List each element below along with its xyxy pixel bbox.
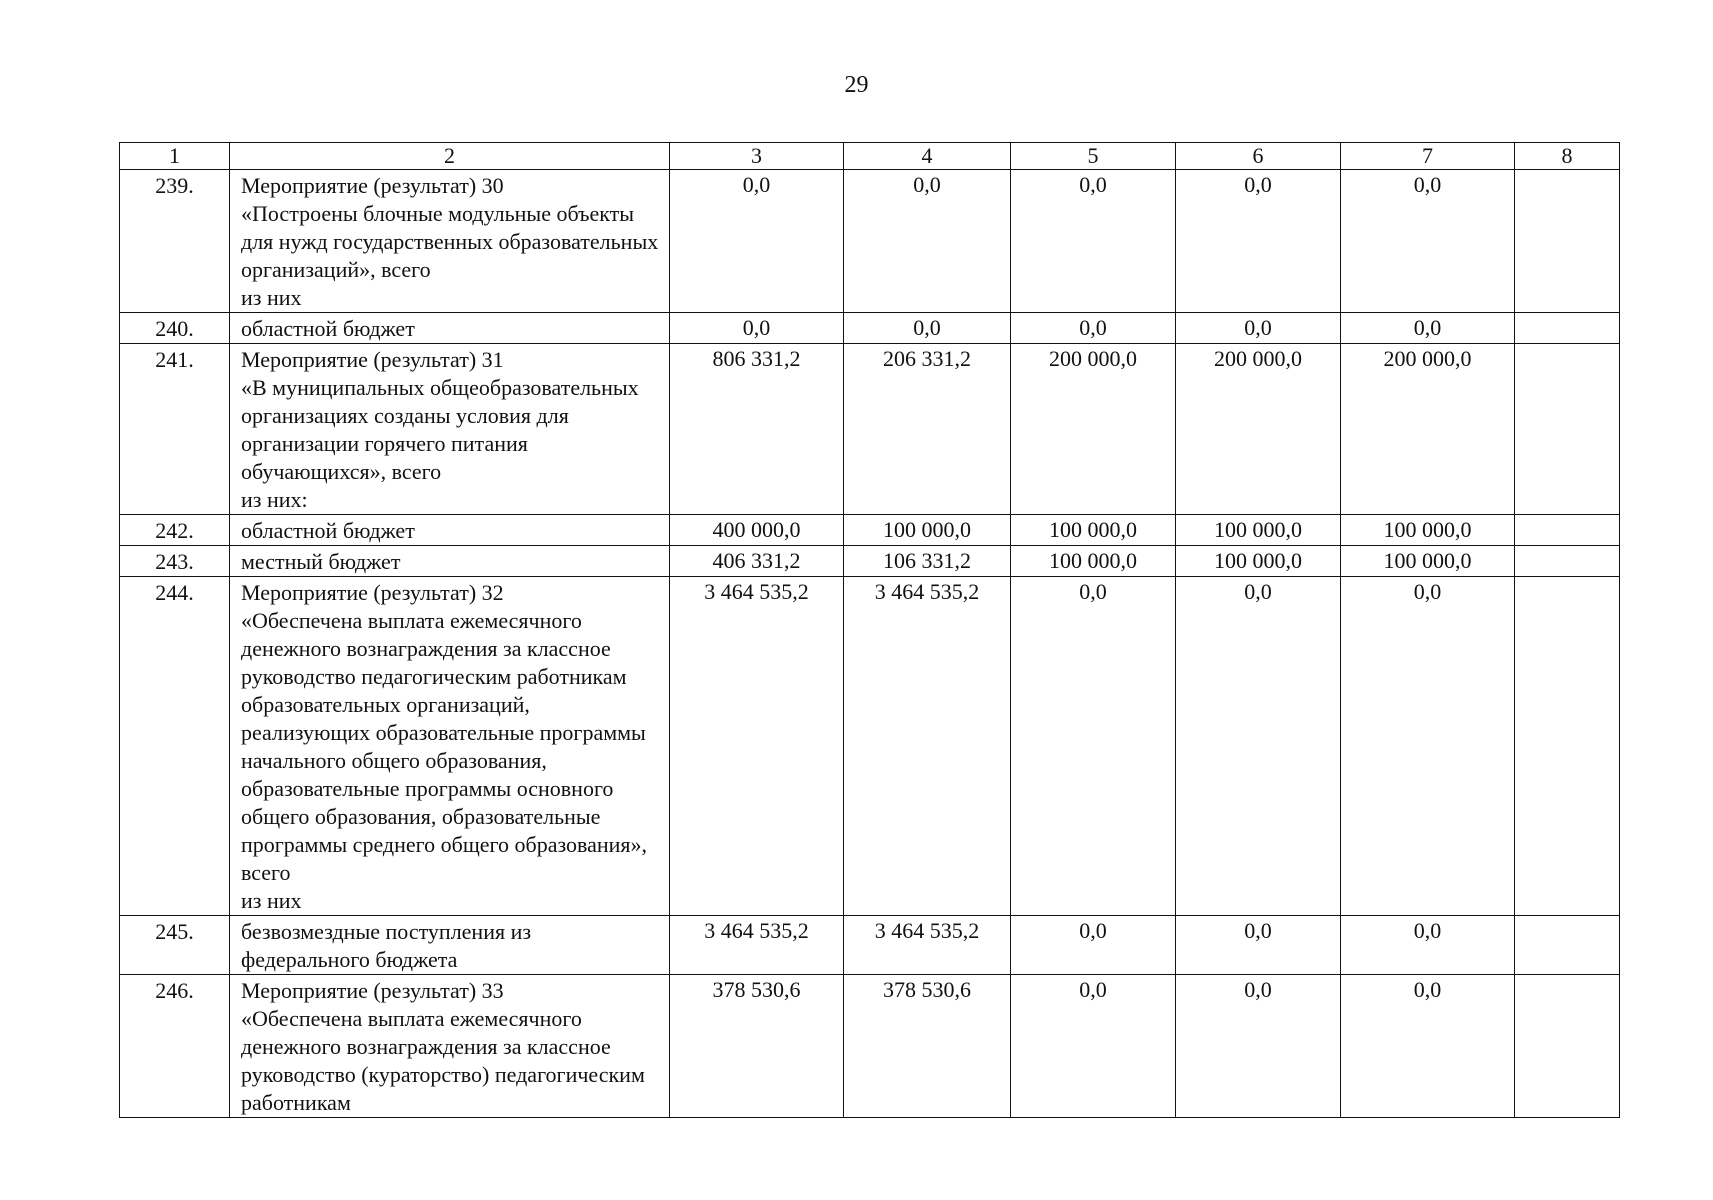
measure-name-cell: безвозмездные поступления из федерального бюджета [230, 916, 670, 975]
row-number-cell: 243. [120, 546, 230, 577]
table-row [120, 916, 1620, 975]
value-cell-7: 100 000,0 [1341, 546, 1515, 577]
measure-name-cell: Мероприятие (результат) 32 «Обеспечена выплата ежемесячного денежного вознаграждения за классное руководство педагогическим работникам образовательных организаций, реализующих образовательные программы начального общего образования, образовательные программы основного общего образования, образовательные программы среднего общего образования», всего из них [230, 577, 670, 916]
value-cell-7: 0,0 [1341, 577, 1515, 916]
value-cell-5: 0,0 [1011, 916, 1176, 975]
column-header: 4 [844, 143, 1011, 170]
value-cell-4: 0,0 [844, 313, 1011, 344]
value-cell-4: 378 530,6 [844, 975, 1011, 1118]
value-cell-7: 0,0 [1341, 313, 1515, 344]
value-cell-6: 200 000,0 [1176, 344, 1341, 515]
value-cell-6: 0,0 [1176, 577, 1341, 916]
value-cell-3: 0,0 [670, 170, 844, 313]
value-cell-3: 0,0 [670, 313, 844, 344]
measure-name-cell: Мероприятие (результат) 31 «В муниципальных общеобразовательных организациях созданы условия для организации горячего питания обучающихся», всего из них: [230, 344, 670, 515]
value-cell-6: 0,0 [1176, 975, 1341, 1118]
column-header: 7 [1341, 143, 1515, 170]
value-cell-6: 0,0 [1176, 170, 1341, 313]
value-cell-5: 0,0 [1011, 975, 1176, 1118]
value-cell-4: 106 331,2 [844, 546, 1011, 577]
value-cell-5: 0,0 [1011, 577, 1176, 916]
value-cell-8 [1515, 546, 1620, 577]
value-cell-5: 100 000,0 [1011, 515, 1176, 546]
value-cell-7: 0,0 [1341, 975, 1515, 1118]
value-cell-3: 400 000,0 [670, 515, 844, 546]
measure-name-cell: Мероприятие (результат) 33 «Обеспечена выплата ежемесячного денежного вознаграждения за классное руководство (кураторство) педагогическим работникам [230, 975, 670, 1118]
value-cell-8 [1515, 515, 1620, 546]
row-number-cell: 241. [120, 344, 230, 515]
column-header: 3 [670, 143, 844, 170]
table-row [120, 546, 1620, 577]
table-header-row [120, 143, 1620, 170]
row-number-cell: 240. [120, 313, 230, 344]
value-cell-6: 0,0 [1176, 916, 1341, 975]
value-cell-7: 100 000,0 [1341, 515, 1515, 546]
value-cell-5: 0,0 [1011, 170, 1176, 313]
value-cell-3: 3 464 535,2 [670, 916, 844, 975]
table-row [120, 515, 1620, 546]
column-header: 8 [1515, 143, 1620, 170]
value-cell-6: 100 000,0 [1176, 515, 1341, 546]
value-cell-4: 3 464 535,2 [844, 916, 1011, 975]
column-header: 2 [230, 143, 670, 170]
value-cell-4: 3 464 535,2 [844, 577, 1011, 916]
table-row [120, 170, 1620, 313]
value-cell-4: 100 000,0 [844, 515, 1011, 546]
measure-name-cell: Мероприятие (результат) 30 «Построены блочные модульные объекты для нужд государственных образовательных организаций», всего из них [230, 170, 670, 313]
page-number: 29 [844, 72, 869, 98]
value-cell-6: 0,0 [1176, 313, 1341, 344]
value-cell-5: 0,0 [1011, 313, 1176, 344]
column-header: 5 [1011, 143, 1176, 170]
table-row [120, 344, 1620, 515]
budget-table [119, 142, 1620, 1118]
value-cell-8 [1515, 975, 1620, 1118]
column-header: 6 [1176, 143, 1341, 170]
value-cell-8 [1515, 313, 1620, 344]
row-number-cell: 245. [120, 916, 230, 975]
measure-name-cell: областной бюджет [230, 313, 670, 344]
table-row [120, 313, 1620, 344]
value-cell-7: 0,0 [1341, 170, 1515, 313]
row-number-cell: 246. [120, 975, 230, 1118]
measure-name-cell: областной бюджет [230, 515, 670, 546]
table-row [120, 577, 1620, 916]
row-number-cell: 244. [120, 577, 230, 916]
value-cell-8 [1515, 577, 1620, 916]
value-cell-8 [1515, 916, 1620, 975]
value-cell-3: 806 331,2 [670, 344, 844, 515]
measure-name-cell: местный бюджет [230, 546, 670, 577]
value-cell-7: 0,0 [1341, 916, 1515, 975]
row-number-cell: 239. [120, 170, 230, 313]
value-cell-8 [1515, 170, 1620, 313]
value-cell-3: 378 530,6 [670, 975, 844, 1118]
value-cell-8 [1515, 344, 1620, 515]
value-cell-7: 200 000,0 [1341, 344, 1515, 515]
value-cell-5: 100 000,0 [1011, 546, 1176, 577]
value-cell-3: 3 464 535,2 [670, 577, 844, 916]
value-cell-6: 100 000,0 [1176, 546, 1341, 577]
value-cell-4: 206 331,2 [844, 344, 1011, 515]
column-header: 1 [120, 143, 230, 170]
table-row [120, 975, 1620, 1118]
value-cell-4: 0,0 [844, 170, 1011, 313]
value-cell-3: 406 331,2 [670, 546, 844, 577]
row-number-cell: 242. [120, 515, 230, 546]
value-cell-5: 200 000,0 [1011, 344, 1176, 515]
table-body [120, 170, 1620, 1118]
